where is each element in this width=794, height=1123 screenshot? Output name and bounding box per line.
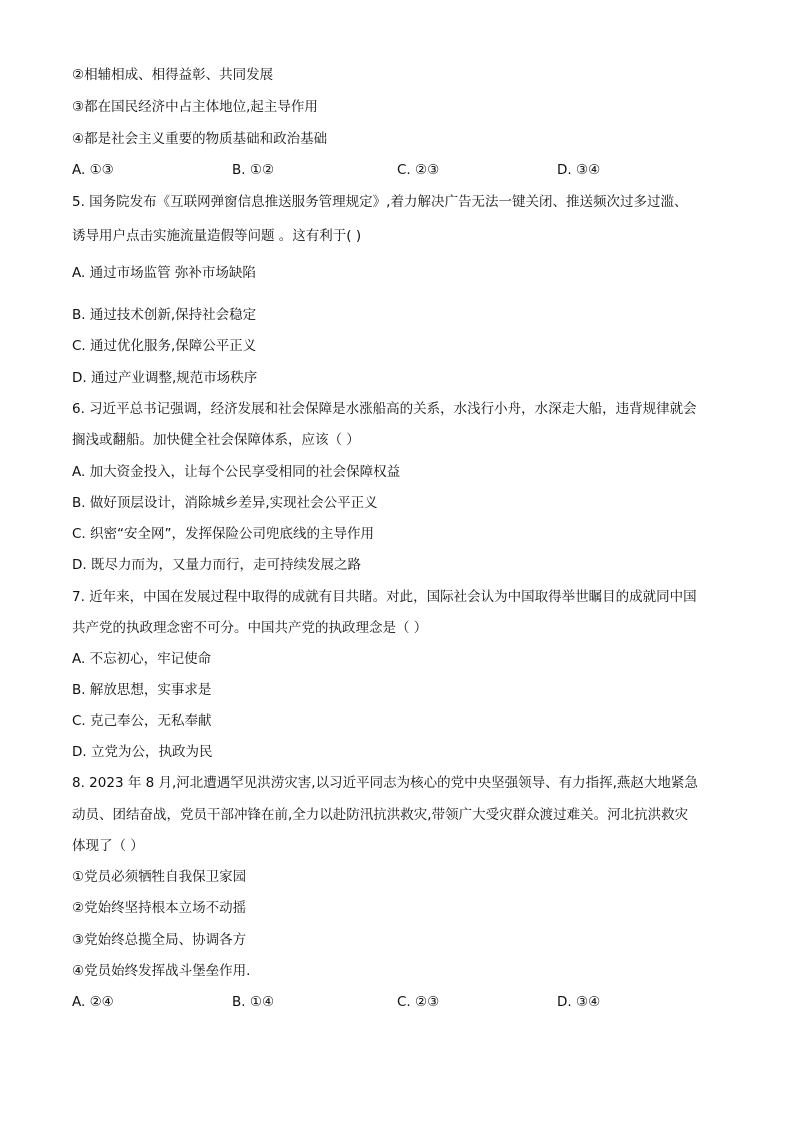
q4-item-4: ④都是社会主义重要的物质基础和政治基础 (72, 131, 328, 147)
q8-option-a: A. ②④ (72, 994, 114, 1010)
q4-option-a: A. ①③ (72, 162, 114, 178)
q8-option-b: B. ①④ (232, 994, 275, 1010)
q6-stem-line-1: 6. 习近平总书记强调，经济发展和社会保障是水涨船高的关系，水浅行小舟，水深走大船，违背规律就会 (72, 401, 697, 417)
q8-stem-line-2: 动员、团结奋战，党员干部冲锋在前,全力以赴防汛抗洪救灾,带领广大受灾群众渡过难关。河北抗洪救灾 (72, 807, 689, 823)
q6-stem-line-2: 搁浅或翻船。加快健全社会保障体系，应该（ ） (72, 432, 360, 448)
q8-option-c: C. ②③ (397, 994, 440, 1010)
q7-stem-line-2: 共产党的执政理念密不可分。中国共产党的执政理念是（ ） (72, 620, 428, 636)
q6-option-c: C. 织密“安全网”，发挥保险公司兜底线的主导作用 (72, 526, 374, 542)
q6-option-d: D. 既尽力而为，又量力而行，走可持续发展之路 (72, 557, 361, 573)
q8-stem-line-1: 8. 2023 年 8 月,河北遭遇罕见洪涝灾害,以习近平同志为核心的党中央坚强领导、有力指挥,燕赵大地紧急 (72, 775, 698, 791)
q5-option-d: D. 通过产业调整,规范市场秩序 (72, 370, 258, 386)
q5-option-b: B. 通过技术创新,保持社会稳定 (72, 307, 257, 323)
q5-stem-line-1: 5. 国务院发布《互联网弹窗信息推送服务管理规定》,着力解决广告无法一键关闭、推送频次过多过滥、 (72, 194, 688, 210)
q7-option-c: C. 克己奉公，无私奉献 (72, 713, 212, 729)
q4-item-3: ③都在国民经济中占主体地位,起主导作用 (72, 99, 318, 115)
q4-options (72, 160, 732, 180)
q7-stem-line-1: 7. 近年来，中国在发展过程中取得的成就有目共睹。对此，国际社会认为中国取得举世瞩目的成就同中国 (72, 589, 697, 605)
q8-options (72, 992, 732, 1012)
q5-option-a: A. 通过市场监管 弥补市场缺陷 (72, 265, 256, 281)
q4-option-c: C. ②③ (397, 162, 440, 178)
q7-option-b: B. 解放思想，实事求是 (72, 682, 212, 698)
q4-option-b: B. ①② (232, 162, 275, 178)
q6-option-b: B. 做好顶层设计，消除城乡差异,实现社会公平正义 (72, 495, 378, 511)
q5-option-c: C. 通过优化服务,保障公平正义 (72, 338, 257, 354)
q6-option-a: A. 加大资金投入，让每个公民享受相同的社会保障权益 (72, 464, 401, 480)
q7-option-d: D. 立党为公，执政为民 (72, 744, 213, 760)
q5-stem-line-2: 诱导用户点击实施流量造假等问题 。这有利于( ) (72, 228, 362, 244)
q7-option-a: A. 不忘初心，牢记使命 (72, 651, 212, 667)
q8-option-d: D. ③④ (557, 994, 601, 1010)
q4-option-d: D. ③④ (557, 162, 601, 178)
q8-item-4: ④党员始终发挥战斗堡垒作用. (72, 963, 251, 979)
q8-item-2: ②党始终坚持根本立场不动摇 (72, 900, 247, 916)
q4-item-2: ②相辅相成、相得益彰、共同发展 (72, 67, 274, 83)
q8-item-3: ③党始终总揽全局、协调各方 (72, 932, 247, 948)
q8-item-1: ①党员必须牺牲自我保卫家园 (72, 869, 247, 885)
q8-stem-line-3: 体现了（ ） (72, 838, 144, 854)
